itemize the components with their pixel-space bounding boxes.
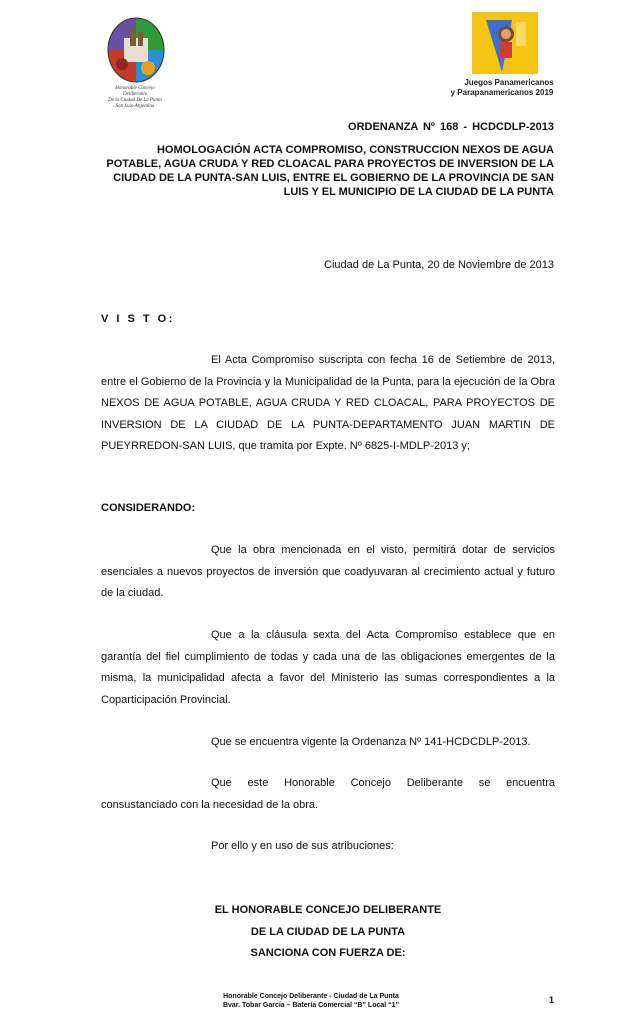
ordinance-title: HOMOLOGACIÓN ACTA COMPROMISO, CONSTRUCCION NEXOS DE AGUA POTABLE, AGUA CRUDA Y RED CLOACAL PARA PROYECTOS DE INVERSION DE LA CIUDAD DE LA PUNTA-SAN LUIS, ENTRE EL GOBIERNO DE LA PROVINCIA DE SAN LUIS Y EL MUNICIPIO DE LA CIUDAD DE LA PUNTA <box>106 144 554 198</box>
page-number: 1 <box>548 995 554 1005</box>
sanction-block <box>101 900 555 965</box>
considerando-heading: CONSIDERANDO: <box>101 502 196 514</box>
document-date: Ciudad de La Punta, 20 de Noviembre de 2013 <box>324 259 554 271</box>
ordinance-number: ORDENANZA Nº 168 - HCDCDLP-2013 <box>348 121 554 133</box>
panamerican-games-logo <box>442 12 562 98</box>
visto-heading: V I S T O: <box>101 313 175 325</box>
sanction-line: SANCIONA CON FUERZA DE: <box>250 947 406 959</box>
games-logo-caption: Juegos Panamericanos y Parapanamericanos 2019 <box>450 78 554 97</box>
considerando-paragraph: Que a la cláusula sexta del Acta Compromiso establece que en garantía del fiel cumplimiento de todas y cada una de las obligaciones emergentes de la misma, la municipalidad afecta a favor del Ministerio las sumas correspondientes a la Coparticipación Provincial. <box>101 629 555 706</box>
considerando-paragraph: Que se encuentra vigente la Ordenanza Nº 141-HCDCDLP-2013. <box>211 736 531 748</box>
sanction-line: EL HONORABLE CONCEJO DELIBERANTE <box>214 904 442 916</box>
games-mascot-icon <box>472 12 538 74</box>
closing-paragraph: Por ello y en uso de sus atribuciones: <box>211 840 394 852</box>
council-emblem-icon <box>104 14 168 84</box>
visto-paragraph: El Acta Compromiso suscripta con fecha 16 de Setiembre de 2013, entre el Gobierno de la Provincia y la Municipalidad de la Punta, para la ejecución de la Obra NEXOS DE AGUA POTABLE, AGUA CRUDA Y RED CLOACAL, PARA PROYECTOS DE INVERSION DE LA CIUDAD DE LA PUNTA-DEPARTAMENTO JUAN MARTIN DE PUEYRREDON-SAN LUIS, que tramita por Expte. Nº 6825-I-MDLP-2013 y; <box>101 354 555 452</box>
council-logo-caption: Honorable Concejo Deliberante De la Ciudad De La Punta San Luis-Argentina <box>108 86 162 109</box>
sanction-line: DE LA CIUDAD DE LA PUNTA <box>250 925 406 938</box>
footer-line: Honorable Concejo Deliberante - Ciudad de La Punta <box>223 993 399 1000</box>
council-logo <box>104 14 184 110</box>
considerando-paragraph: Que la obra mencionada en el visto, permitirá dotar de servicios esenciales a nuevos proyectos de inversión que coadyuvaran al crecimiento actual y futuro de la ciudad. <box>101 544 555 599</box>
footer-line: Bvar. Tobar García – Batería Comercial “B” Local “1” <box>222 1002 400 1009</box>
page-footer <box>0 992 622 1010</box>
considerando-paragraph: Que este Honorable Concejo Deliberante se encuentra consustanciado con la necesidad de la obra. <box>101 777 555 811</box>
